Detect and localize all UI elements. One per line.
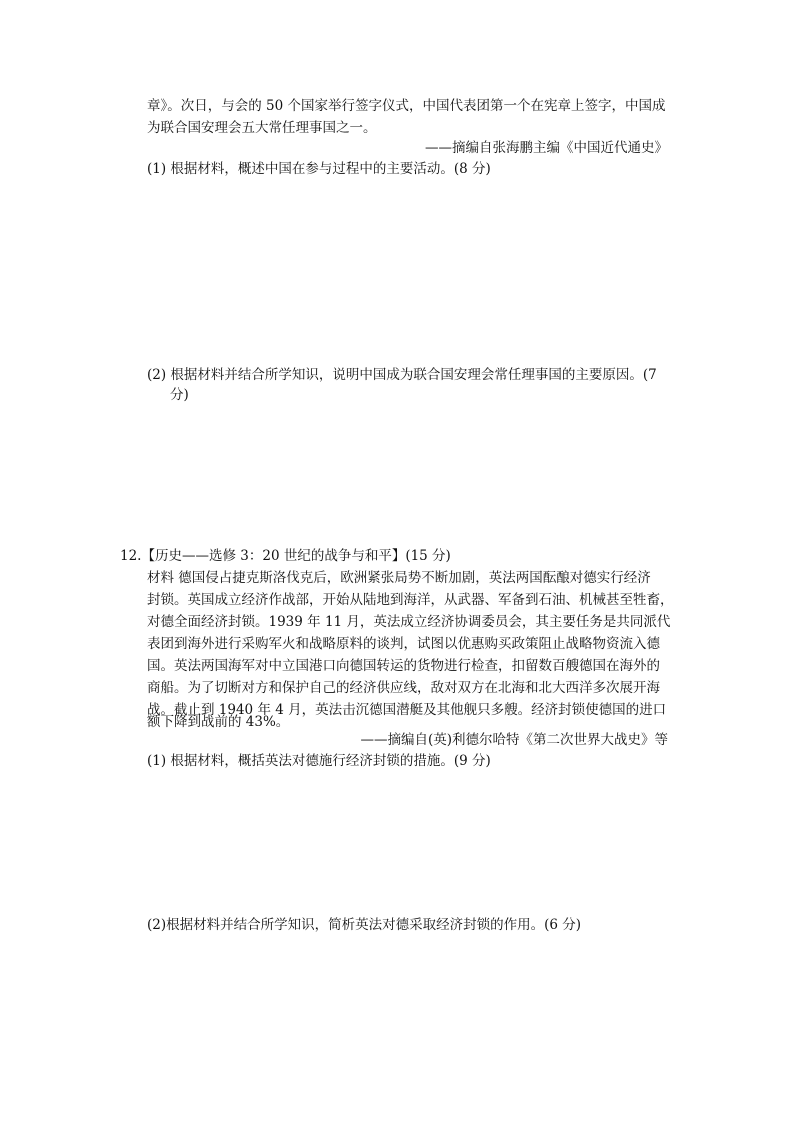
q12-material-line: 材料 德国侵占捷克斯洛伐克后，欧洲紧张局势不断加剧，英法两国酝酿对德实行经济 — [147, 570, 651, 586]
q12-subquestion-1: (1) 根据材料，概括英法对德施行经济封锁的措施。(9 分) — [147, 753, 491, 769]
q11-subquestion-2: (2) 根据材料并结合所学知识，说明中国成为联合国安理会常任理事国的主要原因。(7 — [147, 367, 657, 383]
q12-source-citation: ——摘编自(英)利德尔哈特《第二次世界大战史》等 — [360, 732, 668, 748]
q11-passage-line: 为联合国安理会五大常任理事国之一。 — [147, 120, 377, 136]
q12-material-line: 战。截止到 1940 年 4 月，英法击沉德国潜艇及其他舰只多艘。经济封锁使德国的进口 — [147, 702, 667, 718]
q11-source-citation: ——摘编自张海鹏主编《中国近代通史》 — [425, 140, 668, 156]
q12-material-line: 对德全面经济封锁。1939 年 11 月，英法成立经济协调委员会，其主要任务是共同派代 — [147, 614, 671, 630]
q12-material-line: 商船。为了切断对方和保护自己的经济供应线，敌对双方在北海和北大西洋多次展开海 — [147, 680, 660, 696]
q12-material-line: 表团到海外进行采购军火和战略原料的谈判，试图以优惠购买政策阻止战略物资流入德 — [147, 636, 660, 652]
q12-heading: 12.【历史——选修 3：20 世纪的战争与和平】(15 分) — [120, 548, 451, 564]
q12-subquestion-2: (2)根据材料并结合所学知识，简析英法对德采取经济封锁的作用。(6 分) — [147, 917, 582, 933]
q11-subquestion-2-continued: 分) — [170, 387, 189, 403]
q11-passage-line: 章》。次日，与会的 50 个国家举行签字仪式，中国代表团第一个在宪章上签字，中国成 — [147, 98, 666, 114]
q11-subquestion-1: (1) 根据材料，概述中国在参与过程中的主要活动。(8 分) — [147, 161, 491, 177]
q12-material-line: 封锁。英国成立经济作战部，开始从陆地到海洋，从武器、军备到石油、机械甚至牲畜， — [147, 592, 674, 608]
q12-material-line: 额下降到战前的 43%。 — [147, 714, 290, 730]
q12-material-line: 国。英法两国海军对中立国港口向德国转运的货物进行检查，扣留数百艘德国在海外的 — [147, 658, 660, 674]
